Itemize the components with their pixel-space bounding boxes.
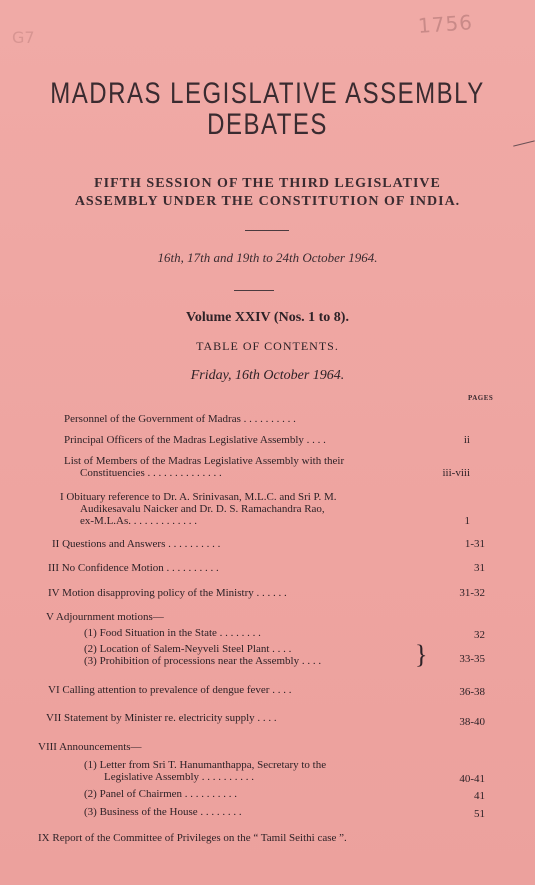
toc-entry: Audikesavalu Naicker and Dr. D. S. Ramachandra Rao, xyxy=(80,503,325,515)
toc-page: 38-40 xyxy=(459,716,485,728)
volume-title: Volume XXIV (Nos. 1 to 8). xyxy=(186,310,349,325)
toc-entry: (2) Panel of Chairmen . . . . . . . . . . xyxy=(84,788,238,800)
toc-entry: I Obituary reference to Dr. A. Srinivasan, M.L.C. and Sri P. M. xyxy=(60,491,337,503)
manuscript-number: 1756 xyxy=(417,10,474,38)
toc-entry: IV Motion disapproving policy of the Ministry . . . . . . xyxy=(48,587,287,599)
toc-page: ii xyxy=(463,434,470,446)
toc-page: 41 xyxy=(474,790,485,802)
session-line-2: ASSEMBLY UNDER THE CONSTITUTION OF INDIA. xyxy=(74,194,461,209)
toc-entry: II Questions and Answers . . . . . . . . . . xyxy=(52,538,221,550)
toc-page: iii-viii xyxy=(442,467,470,479)
toc-entry: Principal Officers of the Madras Legislative Assembly . . . . xyxy=(64,434,326,446)
toc-entry: V Adjournment motions— xyxy=(46,611,164,623)
toc-entry: Personnel of the Government of Madras . . . . . . . . . . xyxy=(64,413,296,425)
toc-entry: III No Confidence Motion . . . . . . . . . . xyxy=(48,562,219,574)
toc-entry: ex-M.L.As. . . . . . . . . . . . . xyxy=(80,515,198,527)
divider-rule-2 xyxy=(234,290,274,291)
toc-entry: Constituencies . . . . . . . . . . . . . . xyxy=(80,467,222,479)
toc-entry: VI Calling attention to prevalence of dengue fever . . . . xyxy=(48,684,292,696)
toc-entry: VIII Announcements— xyxy=(38,741,142,753)
manuscript-mark: G7 xyxy=(12,28,35,47)
toc-page: 31-32 xyxy=(459,587,485,599)
toc-entry: (1) Letter from Sri T. Hanumanthappa, Secretary to the xyxy=(84,759,327,771)
title-line-2: DEBATES xyxy=(207,107,328,142)
toc-entry: (3) Business of the House . . . . . . . . xyxy=(84,806,242,818)
session-dates: 16th, 17th and 19th to 24th October 1964. xyxy=(157,250,378,265)
toc-page: 1 xyxy=(464,515,470,527)
toc-entry: IX Report of the Committee of Privileges on the “ Tamil Seithi case ”. xyxy=(38,832,347,844)
divider-rule-1 xyxy=(245,230,289,231)
toc-entry: (2) Location of Salem-Neyveli Steel Plant . . . . xyxy=(84,643,292,655)
toc-page: 36-38 xyxy=(459,686,485,698)
toc-page: 40-41 xyxy=(459,773,485,785)
toc-page: 1-31 xyxy=(464,538,485,550)
pages-column-header: PAGES xyxy=(468,394,494,402)
grouping-brace: } xyxy=(415,640,428,669)
toc-entry: (1) Food Situation in the State . . . . . . . . xyxy=(84,627,261,639)
session-line-1: FIFTH SESSION OF THE THIRD LEGISLATIVE xyxy=(94,176,441,191)
toc-entry: List of Members of the Madras Legislative Assembly with their xyxy=(64,455,345,467)
toc-entry: VII Statement by Minister re. electricity supply . . . . xyxy=(46,712,277,724)
toc-page: 33-35 xyxy=(459,653,485,665)
title-line-1: MADRAS LEGISLATIVE ASSEMBLY xyxy=(50,76,485,111)
toc-page: 51 xyxy=(474,808,485,820)
toc-entry: Legislative Assembly . . . . . . . . . . xyxy=(104,771,255,783)
toc-entry: (3) Prohibition of processions near the Assembly . . . . xyxy=(84,655,322,667)
toc-heading: TABLE OF CONTENTS. xyxy=(196,339,339,353)
toc-page: 32 xyxy=(474,629,485,641)
day-heading: Friday, 16th October 1964. xyxy=(190,368,345,383)
toc-page: 31 xyxy=(474,562,485,574)
